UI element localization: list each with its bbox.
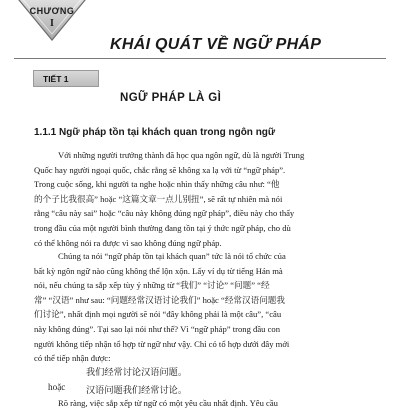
chapter-title: KHÁI QUÁT VỀ NGỮ PHÁP <box>110 36 322 53</box>
paragraph-2 <box>34 249 372 366</box>
paragraph-line: rằng “câu này sai” hoặc “câu này không đúng ngữ pháp”, điều này cho thấy <box>34 208 295 219</box>
paragraph-line: 的个子比我很高” hoặc “这篇文章一点儿别扭”, sẽ rất tự nhiên mà nói <box>34 193 283 204</box>
paragraph-line: có thể tiếp nhận được: <box>34 353 111 364</box>
paragraph-line: này không đúng”. Tại sao lại nói như thế? Vì “ngữ pháp” trong đầu con <box>34 323 280 334</box>
example-sentence-2: 汉语问题我们经常讨论。 <box>86 385 188 395</box>
chapter-number: I <box>50 18 54 29</box>
example-sentence-1: 我们经常讨论汉语问题。 <box>86 367 188 377</box>
paragraph-line: nói, nếu chúng ta sắp xếp tùy ý những từ “我们” “讨论” “问题” “经 <box>34 280 270 291</box>
paragraph-line: Rõ ràng, việc sắp xếp từ ngữ có một yêu cầu nhất định. Yêu cầu <box>58 398 278 408</box>
paragraph-line: Quốc hay người ngoại quốc, chắc rằng sẽ không xa lạ với từ “ngữ pháp”. <box>34 164 286 175</box>
section-subheading: 1.1.1 Ngữ pháp tồn tại khách quan trong ngôn ngữ <box>34 127 276 138</box>
paragraph-1 <box>34 148 372 250</box>
paragraph-line: Trong cuộc sống, khi người ta nghe hoặc nhìn thấy những câu như: “他 <box>34 179 280 190</box>
paragraph-line: 常” “汉语” như sau: “问题经常汉语讨论我们” hoặc “经常汉语问题我 <box>34 294 285 305</box>
paragraph-3 <box>34 396 372 411</box>
paragraph-line: Chúng ta nói “ngữ pháp tồn tại khách quan” tức là nói tổ chức của <box>58 251 286 261</box>
example-connector: hoặc <box>48 382 66 392</box>
chapter-label: CHƯƠNG <box>29 6 75 16</box>
chapter-divider <box>14 58 386 59</box>
chapter-badge <box>14 0 90 42</box>
paragraph-line: người không tiếp nhận tổ hợp từ ngữ như vậy. Chỉ có tổ hợp dưới đây mới <box>34 338 290 349</box>
paragraph-line: Với những người trưởng thành đã học qua ngôn ngữ, dù là người Trung <box>58 150 305 160</box>
paragraph-line: có thể không nói ra được vì sao không đúng ngữ pháp. <box>34 237 222 248</box>
paragraph-line: 们讨论”, nhất định mọi người sẽ nói “đây không phải là một câu”, “câu <box>34 309 282 320</box>
lesson-title: NGỮ PHÁP LÀ GÌ <box>120 92 222 104</box>
paragraph-line: trong đầu của một người bình thường đang tồn tại ý thức ngữ pháp, cho dù <box>34 222 291 233</box>
paragraph-line: bất kỳ ngôn ngữ nào cũng không thể lộn xộn. Lấy ví dụ từ tiếng Hán mà <box>34 265 283 276</box>
lesson-tag: TIẾT 1 <box>33 70 99 87</box>
